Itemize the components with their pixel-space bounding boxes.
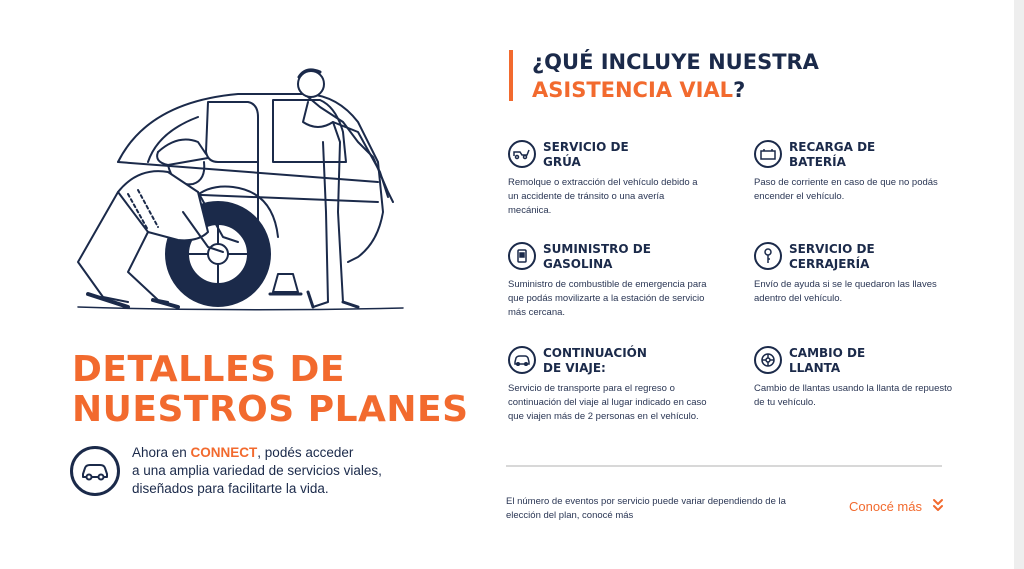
car-icon bbox=[70, 446, 120, 496]
service-title: RECARGA DE BATERÍA bbox=[789, 140, 876, 169]
battery-icon bbox=[754, 140, 782, 168]
service-desc: Envío de ayuda si se le quedaron las llaves adentro del vehículo. bbox=[754, 279, 937, 304]
intro-prefix: Ahora en bbox=[132, 445, 191, 460]
tire-icon bbox=[754, 346, 782, 374]
brand-name: CONNECT bbox=[190, 445, 258, 460]
service-title: SUMINISTRO DE GASOLINA bbox=[543, 242, 651, 271]
intro-text bbox=[132, 444, 382, 498]
plans-title-line2: NUESTROS PLANES bbox=[72, 389, 469, 430]
tow-truck-icon bbox=[508, 140, 536, 168]
service-locksmith bbox=[754, 242, 964, 306]
intro-suffix: , podés acceder bbox=[257, 445, 354, 460]
intro-block bbox=[70, 444, 382, 498]
plans-title bbox=[72, 350, 469, 430]
services-header-accent: ASISTENCIA VIAL bbox=[532, 78, 734, 102]
service-desc: Servicio de transporte para el regreso o continuación del viaje al lugar indicado en caso que viajen más de 2 personas en el vehículo. bbox=[508, 383, 707, 422]
service-battery bbox=[754, 140, 964, 204]
plans-title-line1: DETALLES DE bbox=[72, 349, 346, 390]
service-trip-continuation bbox=[508, 346, 718, 424]
services-header-line1: ¿QUÉ INCLUYE NUESTRA bbox=[532, 50, 819, 74]
service-title: CAMBIO DE LLANTA bbox=[789, 346, 866, 375]
services-header-end: ? bbox=[733, 78, 746, 102]
key-icon bbox=[754, 242, 782, 270]
service-tow bbox=[508, 140, 718, 218]
section-divider bbox=[506, 465, 942, 467]
service-desc: Cambio de llantas usando la llanta de repuesto de tu vehículo. bbox=[754, 383, 953, 408]
service-fuel bbox=[508, 242, 718, 320]
learn-more-link[interactable] bbox=[849, 498, 944, 515]
fuel-icon bbox=[508, 242, 536, 270]
footer-note: El número de eventos por servicio puede variar dependiendo de la elección del plan, conocé más bbox=[506, 496, 786, 521]
learn-more-label: Conocé más bbox=[849, 499, 922, 514]
car-icon bbox=[508, 346, 536, 374]
service-tire-change bbox=[754, 346, 964, 410]
service-title: CONTINUACIÓN DE VIAJE: bbox=[543, 346, 647, 375]
services-header bbox=[532, 48, 819, 104]
service-desc: Suministro de combustible de emergencia para que podás movilizarte a la estación de servicio más cercana. bbox=[508, 279, 707, 318]
header-accent-bar bbox=[509, 50, 513, 101]
mechanic-changing-tire-illustration bbox=[58, 62, 418, 317]
intro-line2: a una amplia variedad de servicios viales, bbox=[132, 463, 382, 478]
right-edge-strip bbox=[1014, 0, 1024, 569]
service-desc: Paso de corriente en caso de que no podás encender el vehículo. bbox=[754, 177, 938, 202]
intro-line3: diseñados para facilitarte la vida. bbox=[132, 481, 329, 496]
service-title: SERVICIO DE GRÚA bbox=[543, 140, 629, 169]
service-desc: Remolque o extracción del vehículo debido a un accidente de tránsito o una avería mecánica. bbox=[508, 177, 698, 216]
service-title: SERVICIO DE CERRAJERÍA bbox=[789, 242, 875, 271]
double-chevron-down-icon bbox=[932, 498, 944, 515]
